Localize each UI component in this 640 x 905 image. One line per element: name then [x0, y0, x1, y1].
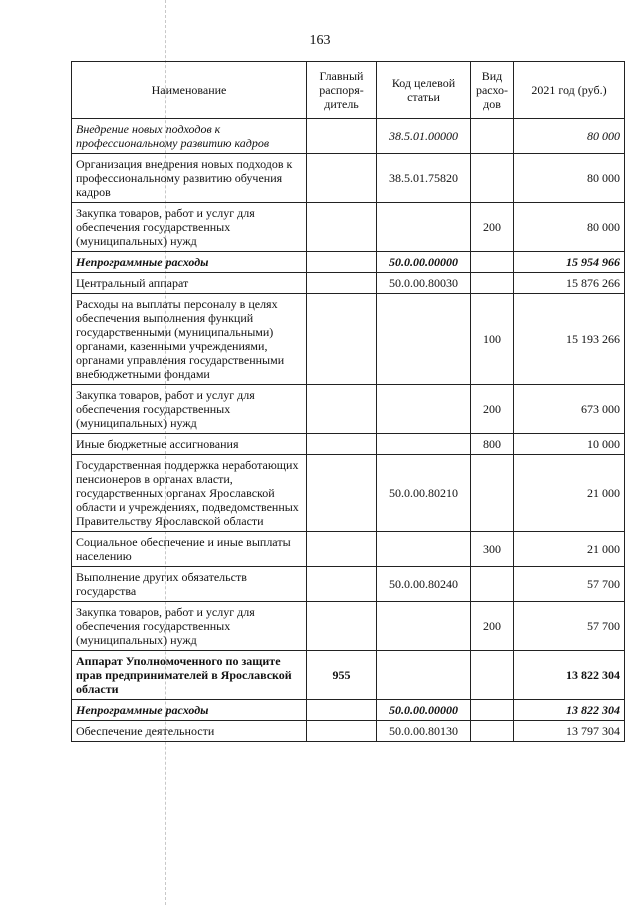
cell-type: 200	[471, 602, 514, 651]
cell-code: 50.0.00.80130	[377, 721, 471, 742]
header-code: Код целевой статьи	[377, 62, 471, 119]
cell-code: 38.5.01.00000	[377, 119, 471, 154]
table-row	[72, 252, 625, 273]
cell-name: Аппарат Уполномоченного по защите прав предпринимателей в Ярославской области	[72, 651, 307, 700]
cell-amount: 80 000	[514, 119, 625, 154]
cell-admin	[307, 119, 377, 154]
cell-amount: 13 822 304	[514, 651, 625, 700]
cell-type: 200	[471, 385, 514, 434]
cell-code	[377, 203, 471, 252]
table-row	[72, 567, 625, 602]
cell-code	[377, 602, 471, 651]
cell-amount: 15 193 266	[514, 294, 625, 385]
cell-name: Непрограммные расходы	[72, 700, 307, 721]
cell-name: Закупка товаров, работ и услуг для обеспечения государственных (муниципальных) нужд	[72, 203, 307, 252]
cell-admin	[307, 252, 377, 273]
header-amount: 2021 год (руб.)	[514, 62, 625, 119]
cell-name: Центральный аппарат	[72, 273, 307, 294]
table-header-row	[72, 62, 625, 119]
cell-name: Выполнение других обязательств государства	[72, 567, 307, 602]
cell-admin	[307, 203, 377, 252]
cell-type	[471, 119, 514, 154]
table-row	[72, 434, 625, 455]
cell-admin: 955	[307, 651, 377, 700]
cell-name: Организация внедрения новых подходов к профессиональному развитию обучения кадров	[72, 154, 307, 203]
table-row	[72, 721, 625, 742]
cell-code: 50.0.00.80030	[377, 273, 471, 294]
table-row	[72, 154, 625, 203]
table-body	[72, 119, 625, 742]
table-row	[72, 273, 625, 294]
table-row	[72, 455, 625, 532]
cell-amount: 21 000	[514, 532, 625, 567]
page-number: 163	[309, 33, 331, 48]
cell-admin	[307, 154, 377, 203]
cell-amount: 13 797 304	[514, 721, 625, 742]
cell-name: Закупка товаров, работ и услуг для обеспечения государственных (муниципальных) нужд	[72, 602, 307, 651]
cell-type	[471, 567, 514, 602]
cell-code: 50.0.00.80210	[377, 455, 471, 532]
cell-code	[377, 532, 471, 567]
cell-type	[471, 455, 514, 532]
cell-code	[377, 651, 471, 700]
table-row	[72, 700, 625, 721]
cell-name: Иные бюджетные ассигнования	[72, 434, 307, 455]
cell-name: Государственная поддержка неработающих пенсионеров в органах власти, государственных органах Ярославской области и учреждениях, подведомственных Правительству Ярославской области	[72, 455, 307, 532]
cell-admin	[307, 455, 377, 532]
cell-amount: 673 000	[514, 385, 625, 434]
cell-name: Внедрение новых подходов к профессиональному развитию кадров	[72, 119, 307, 154]
cell-admin	[307, 294, 377, 385]
cell-amount: 80 000	[514, 154, 625, 203]
header-name: Наименование	[72, 62, 307, 119]
table-row	[72, 203, 625, 252]
cell-code: 50.0.00.00000	[377, 252, 471, 273]
cell-code	[377, 385, 471, 434]
cell-amount: 21 000	[514, 455, 625, 532]
cell-amount: 57 700	[514, 602, 625, 651]
cell-type	[471, 252, 514, 273]
cell-name: Расходы на выплаты персоналу в целях обеспечения выполнения функций государственными (муниципальными) органами, казенными учреждениями, органами управления государственными внебюджетными фондами	[72, 294, 307, 385]
cell-admin	[307, 532, 377, 567]
header-type: Вид расхо-дов	[471, 62, 514, 119]
cell-name: Непрограммные расходы	[72, 252, 307, 273]
cell-type	[471, 154, 514, 203]
cell-name: Обеспечение деятельности	[72, 721, 307, 742]
table-row	[72, 532, 625, 567]
cell-admin	[307, 602, 377, 651]
budget-table	[71, 61, 625, 742]
cell-code	[377, 434, 471, 455]
cell-code: 38.5.01.75820	[377, 154, 471, 203]
cell-code: 50.0.00.00000	[377, 700, 471, 721]
cell-admin	[307, 567, 377, 602]
cell-code	[377, 294, 471, 385]
cell-name: Социальное обеспечение и иные выплаты населению	[72, 532, 307, 567]
cell-admin	[307, 273, 377, 294]
cell-admin	[307, 385, 377, 434]
table-row	[72, 119, 625, 154]
table-row	[72, 602, 625, 651]
cell-type	[471, 651, 514, 700]
cell-type	[471, 273, 514, 294]
cell-admin	[307, 700, 377, 721]
cell-amount: 13 822 304	[514, 700, 625, 721]
cell-amount: 80 000	[514, 203, 625, 252]
cell-amount: 10 000	[514, 434, 625, 455]
cell-code: 50.0.00.80240	[377, 567, 471, 602]
table-row	[72, 294, 625, 385]
cell-amount: 15 876 266	[514, 273, 625, 294]
table-row	[72, 385, 625, 434]
cell-admin	[307, 721, 377, 742]
cell-amount: 15 954 966	[514, 252, 625, 273]
cell-type	[471, 721, 514, 742]
header-admin: Главный распоря-дитель	[307, 62, 377, 119]
cell-type: 300	[471, 532, 514, 567]
cell-admin	[307, 434, 377, 455]
cell-type	[471, 700, 514, 721]
cell-amount: 57 700	[514, 567, 625, 602]
table-row	[72, 651, 625, 700]
cell-type: 200	[471, 203, 514, 252]
cell-type: 100	[471, 294, 514, 385]
cell-type: 800	[471, 434, 514, 455]
cell-name: Закупка товаров, работ и услуг для обеспечения государственных (муниципальных) нужд	[72, 385, 307, 434]
